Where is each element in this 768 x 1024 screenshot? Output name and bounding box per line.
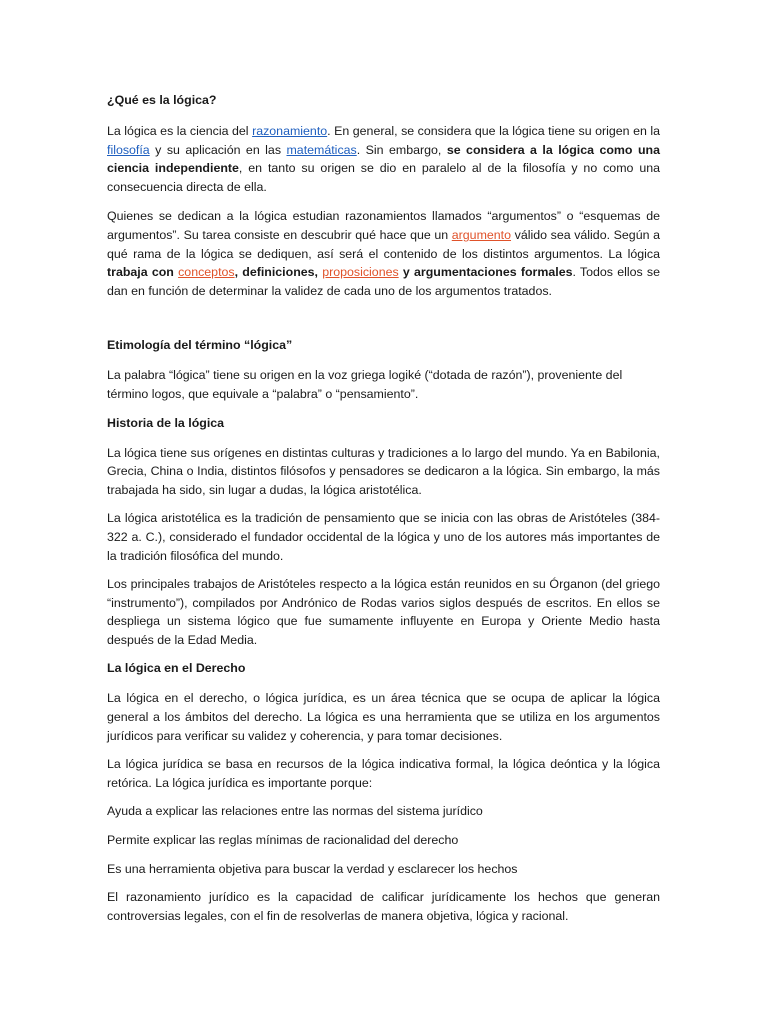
list-item: Permite explicar las reglas mínimas de racionalidad del derecho [107, 833, 459, 848]
text-run: . Todos ellos se dan en función de determinar la validez de cada uno de los argumentos tratados. [107, 265, 660, 298]
text-run: . Sin embargo, [356, 142, 447, 157]
link-filosofia[interactable]: filosofía [107, 142, 150, 157]
section-heading-etimologia: Etimología del término “lógica” [107, 338, 293, 353]
link-proposiciones[interactable]: proposiciones [322, 265, 399, 280]
link-matematicas[interactable]: matemáticas [286, 142, 357, 157]
link-conceptos[interactable]: conceptos [178, 265, 235, 280]
paragraph-derecho-1: La lógica en el derecho, o lógica jurídica, es un área técnica que se ocupa de aplicar la lógica general a los ámbitos del derecho. La lógica es una herramienta que se utiliza en los argumentos jurídicos para verificar su validez y coherencia, y para tomar decisiones. [107, 691, 660, 743]
bold-text-run: , definiciones, [234, 265, 323, 280]
text-run: La lógica es la ciencia del [107, 124, 253, 138]
section-heading-que-es: ¿Qué es la lógica? [107, 93, 217, 107]
link-argumento[interactable]: argumento [451, 227, 512, 242]
link-razonamiento[interactable]: razonamiento [252, 124, 328, 138]
paragraph-definition [107, 122, 660, 196]
bold-text-run: trabaja con [107, 265, 179, 280]
section-heading-historia: Historia de la lógica [107, 415, 225, 430]
list-item: Ayuda a explicar las relaciones entre las normas del sistema jurídico [107, 804, 483, 819]
text-run: y su aplicación en las [149, 142, 287, 157]
paragraph-historia-3: Los principales trabajos de Aristóteles respecto a la lógica están reunidos en su Órganon (del griego “instrumento”), compilados por Andrónico de Rodas varios siglos después de escritos. En ellos se despliega un sistema lógico que fue sumamente influyente en Europa y Oriente Medio hasta después de la Edad Media. [107, 577, 660, 647]
section-heading-derecho: La lógica en el Derecho [107, 661, 246, 676]
paragraph-historia-1: La lógica tiene sus orígenes en distintas culturas y tradiciones a lo largo del mundo. Ya en Babilonia, Grecia, China o India, distintos filósofos y pensadores se dedicaron a la lógica. Sin embargo, la más trabajada ha sido, sin lugar a dudas, la lógica aristotélica. [107, 445, 660, 497]
paragraph-etimologia: La palabra “lógica” tiene su origen en la voz griega logiké (“dotada de razón”), proveniente del término logos, que equivale a “palabra” o “pensamiento”. [107, 368, 623, 401]
text-run: Quienes se dedican a la lógica estudian razonamientos llamados “argumentos” o “esquemas de argumentos”. Su tarea consiste en descubrir qué hace que un [107, 209, 660, 242]
text-run: válido sea válido. Según a qué rama de la lógica se dediquen, así será el contenido de los distintos argumentos. La lógica [107, 227, 660, 261]
bold-text-run: se considera a la lógica como una ciencia independiente [107, 142, 660, 176]
list-item: Es una herramienta objetiva para buscar la verdad y esclarecer los hechos [107, 861, 518, 876]
paragraph-historia-2: La lógica aristotélica es la tradición de pensamiento que se inicia con las obras de Aristóteles (384-322 a. C.), considerado el fundador occidental de la lógica y uno de los autores más importantes de la tradición filosófica del mundo. [107, 511, 660, 563]
paragraph-derecho-2: La lógica jurídica se basa en recursos de la lógica indicativa formal, la lógica deóntica y la lógica retórica. La lógica jurídica es importante porque: [107, 757, 660, 790]
text-run: . En general, se considera que la lógica tiene su origen en la [327, 124, 661, 138]
bold-text-run: y argumentaciones formales [398, 265, 573, 280]
text-run: , en tanto su origen se dio en paralelo al de la filosofía y no como una consecuencia directa de ella. [107, 161, 660, 194]
paragraph-derecho-3: El razonamiento jurídico es la capacidad de calificar jurídicamente los hechos que generan controversias legales, con el fin de resolverlas de manera objetiva, lógica y racional. [107, 890, 660, 923]
document-body [107, 91, 660, 925]
paragraph-argumentos [107, 207, 660, 300]
